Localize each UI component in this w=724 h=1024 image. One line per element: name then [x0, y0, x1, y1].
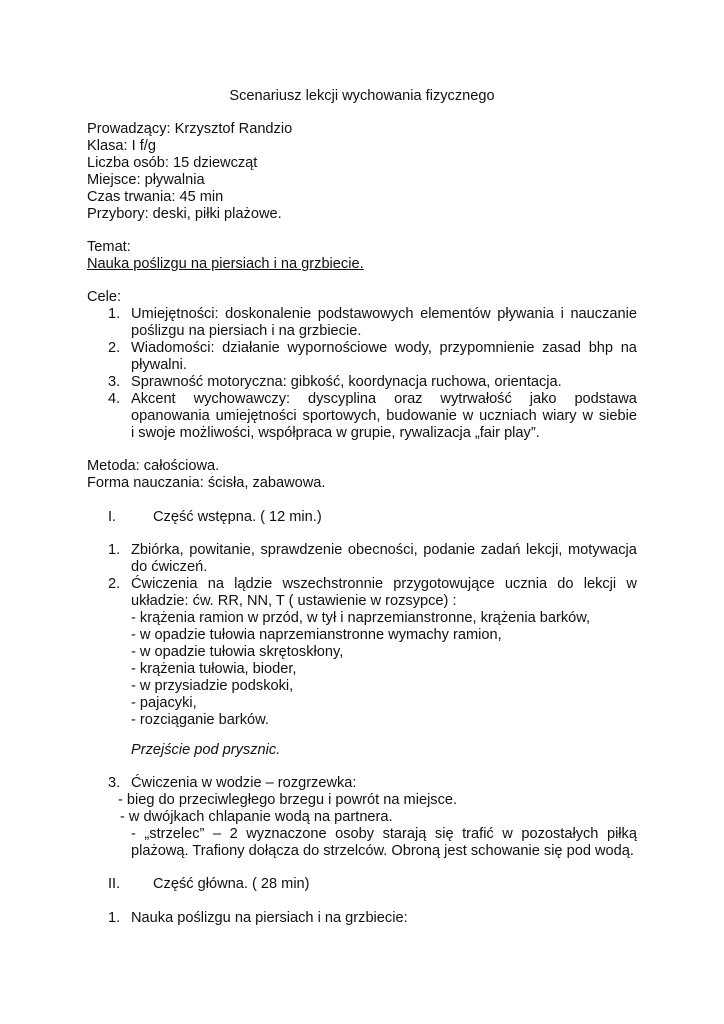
part-1-heading: Część wstępna. ( 12 min.): [153, 509, 322, 525]
goal-1-line-1: Umiejętności: doskonalenie podstawowych elementów pływania i nauczanie: [131, 306, 637, 322]
part-2-item-1-heading: Nauka poślizgu na piersiach i na grzbiecie:: [131, 910, 408, 926]
transition-note: Przejście pod prysznic.: [131, 742, 281, 758]
goal-4-line-2: opanowania umiejętności sportowych, budowanie w uczniach wiary w siebie: [131, 408, 637, 424]
meta-place: Miejsce: pływalnia: [87, 172, 205, 188]
goal-2-line-2: pływalni.: [131, 357, 187, 373]
exercise-item: - w opadzie tułowia skrętoskłony,: [131, 644, 344, 660]
part-2-item-1-number: 1.: [108, 910, 121, 926]
water-exercise-3-line-2: plażową. Trafiony dołącza do strzelców. Obroną jest schowanie się pod wodą.: [131, 843, 634, 859]
part-1-number: I.: [108, 509, 117, 525]
goal-1-line-2: poślizgu na piersiach i na grzbiecie.: [131, 323, 362, 339]
document-title: Scenariusz lekcji wychowania fizycznego: [229, 88, 495, 104]
part-1-item-2-line-2: układzie: ćw. RR, NN, T ( ustawienie w rozsypce) :: [131, 593, 457, 609]
meta-class: Klasa: I f/g: [87, 138, 156, 154]
part-1-item-1-number: 1.: [108, 542, 121, 558]
exercise-item: - krążenia ramion w przód, w tył i naprzemianstronne, krążenia barków,: [131, 610, 591, 626]
part-1-item-3-heading: Ćwiczenia w wodzie – rozgrzewka:: [131, 775, 357, 791]
part-1-item-1-line-1: Zbiórka, powitanie, sprawdzenie obecności, podanie zadań lekcji, motywacja: [131, 542, 637, 558]
water-exercise-2: - w dwójkach chlapanie wodą na partnera.: [120, 809, 393, 825]
goal-4-line-1: Akcent wychowawczy: dyscyplina oraz wytrwałość jako podstawa: [131, 391, 637, 407]
goal-3-line-1: Sprawność motoryczna: gibkość, koordynacja ruchowa, orientacja.: [131, 374, 562, 390]
exercise-item: - rozciąganie barków.: [131, 712, 269, 728]
water-exercise-3-line-1: - „strzelec” – 2 wyznaczone osoby starają się trafić w pozostałych piłką: [131, 826, 637, 842]
exercise-item: - w opadzie tułowia naprzemianstronne wymachy ramion,: [131, 627, 502, 643]
topic-label: Temat:: [87, 239, 131, 255]
part-1-item-2-number: 2.: [108, 576, 121, 592]
exercise-item: - pajacyki,: [131, 695, 197, 711]
goal-2-line-1: Wiadomości: działanie wypornościowe wody, przypomnienie zasad bhp na: [131, 340, 637, 356]
meta-count: Liczba osób: 15 dziewcząt: [87, 155, 258, 171]
exercise-item: - w przysiadzie podskoki,: [131, 678, 294, 694]
meta-duration: Czas trwania: 45 min: [87, 189, 224, 205]
exercise-item: - krążenia tułowia, bioder,: [131, 661, 297, 677]
meta-teacher: Prowadzący: Krzysztof Randzio: [87, 121, 293, 137]
part-1-item-1-line-2: do ćwiczeń.: [131, 559, 208, 575]
goal-3-number: 3.: [108, 374, 121, 390]
form-text: Forma nauczania: ścisła, zabawowa.: [87, 475, 326, 491]
goals-label: Cele:: [87, 289, 122, 305]
part-2-number: II.: [108, 876, 121, 892]
topic-text: Nauka poślizgu na piersiach i na grzbiecie.: [87, 256, 364, 272]
goal-4-number: 4.: [108, 391, 121, 407]
method-text: Metoda: całościowa.: [87, 458, 220, 474]
goal-2-number: 2.: [108, 340, 121, 356]
water-exercise-1: - bieg do przeciwległego brzegu i powrót na miejsce.: [118, 792, 458, 808]
meta-equipment: Przybory: deski, piłki plażowe.: [87, 206, 282, 222]
part-1-item-3-number: 3.: [108, 775, 121, 791]
part-1-item-2-line-1: Ćwiczenia na lądzie wszechstronnie przygotowujące ucznia do lekcji w: [131, 576, 637, 592]
goal-4-line-3: i swoje możliwości, współpraca w grupie, rywalizacja „fair play”.: [131, 425, 540, 441]
part-2-heading: Część główna. ( 28 min): [153, 876, 310, 892]
goal-1-number: 1.: [108, 306, 121, 322]
